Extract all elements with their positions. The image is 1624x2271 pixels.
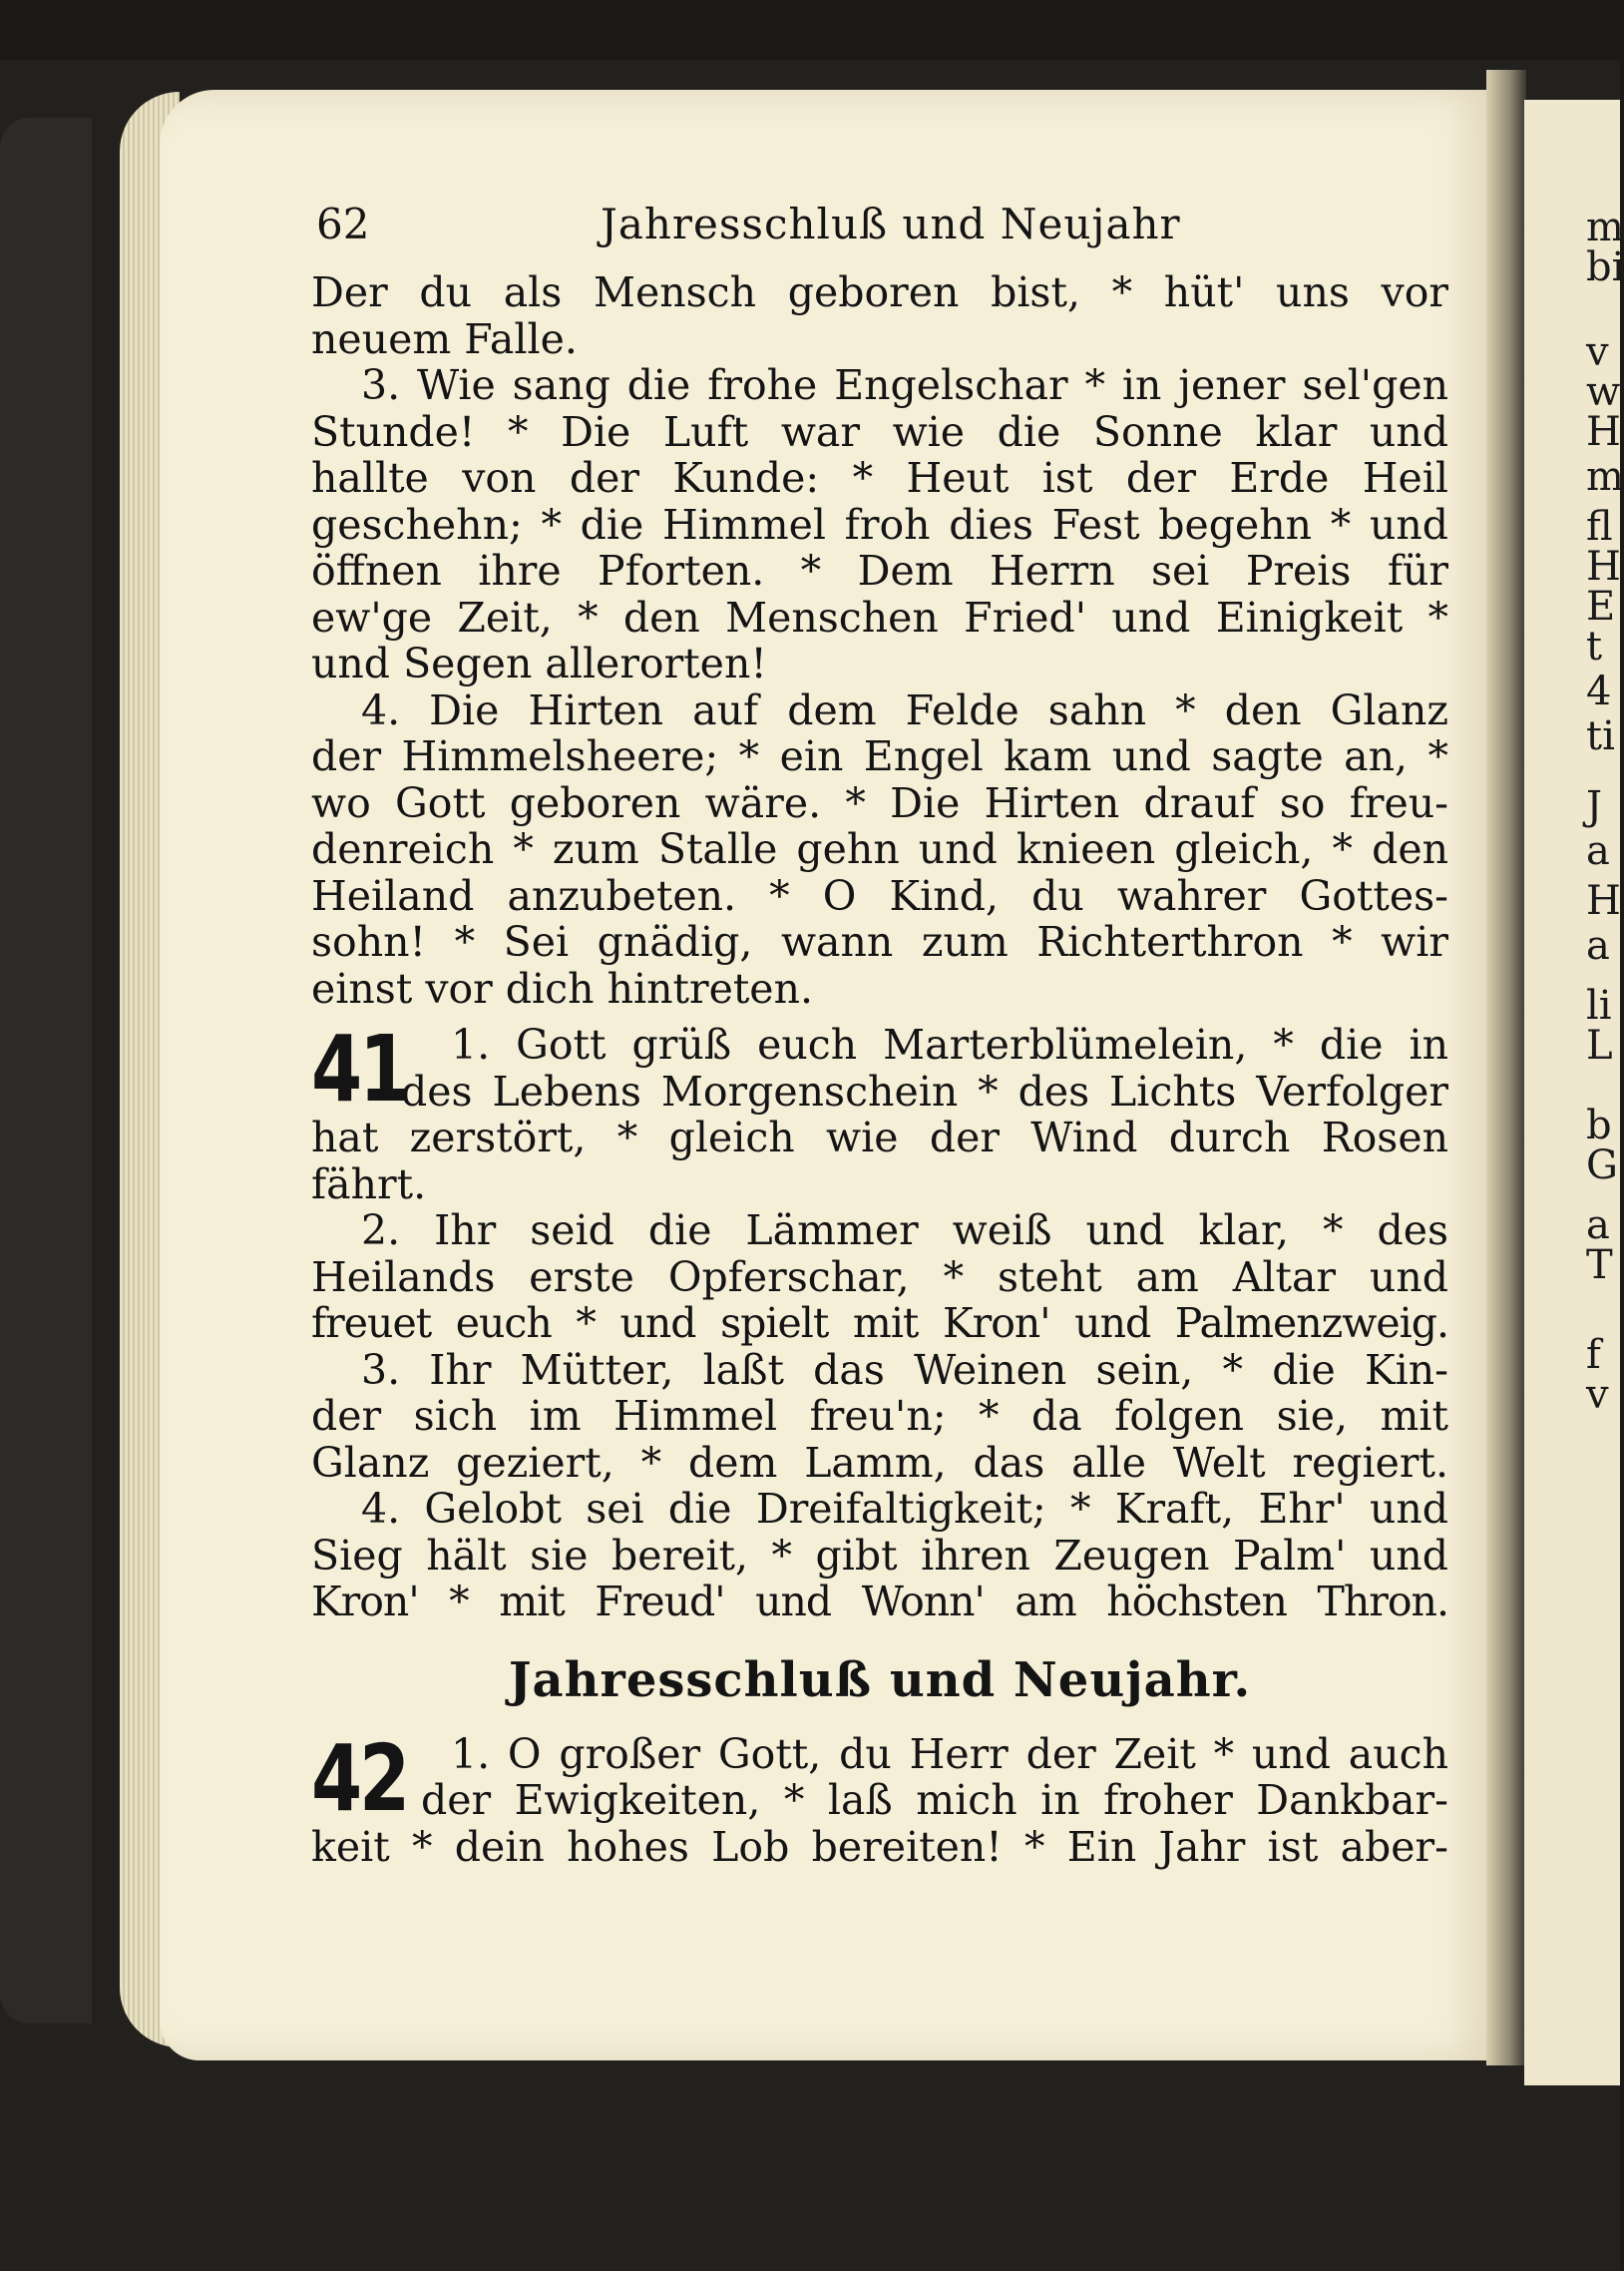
text-line: 1. Gott grüß euch Marterblümelein, * die in: [451, 1021, 1448, 1069]
facing-page-fragment: a: [1586, 1202, 1610, 1248]
facing-page-fragment: m: [1586, 205, 1624, 250]
facing-page-fragment: v: [1586, 1372, 1609, 1418]
facing-page-fragment: b: [1586, 1103, 1612, 1148]
facing-page-fragment: bi: [1586, 244, 1624, 290]
facing-page-fragment: a: [1586, 828, 1610, 874]
text-line: und Segen allerorten!: [311, 640, 767, 687]
text-line: 3. Ihr Mütter, laßt das Weinen sein, * die Kin-: [361, 1345, 1448, 1394]
facing-page-fragment: 4: [1586, 669, 1612, 714]
facing-page-fragment: G: [1586, 1142, 1618, 1188]
facing-page-fragment: H: [1586, 544, 1621, 590]
facing-page-fragment: T: [1586, 1242, 1613, 1288]
hymn-41: [311, 1016, 1448, 1625]
facing-page-fragment: t: [1586, 624, 1603, 670]
text-line: 1. O großer Gott, du Herr der Zeit * und auch: [451, 1729, 1448, 1778]
text-column: [311, 190, 1448, 1870]
cover-spine-edge: [0, 118, 92, 2024]
facing-page-fragment: a: [1586, 923, 1610, 969]
text-line: Kron' * mit Freud' und Wonn' am höchsten Thron.: [311, 1578, 1448, 1625]
running-title: Jahresschluß und Neujahr: [601, 200, 1181, 248]
facing-page-fragment: H: [1586, 878, 1621, 924]
text-line: 3. Wie sang die frohe Engelschar * in jener sel'gen: [361, 361, 1448, 409]
text-line: Heiland anzubeten. * O Kind, du wahrer Gottes-: [311, 871, 1448, 920]
facing-page-fragment: v: [1586, 329, 1609, 375]
facing-page-fragment: ti: [1586, 713, 1615, 759]
page-number: 62: [316, 200, 370, 248]
hymn-number: 41: [311, 1016, 408, 1123]
facing-page-fragment: H: [1586, 409, 1621, 455]
text-line: der Himmelsheere; * ein Engel kam und sagte an, *: [311, 732, 1448, 780]
facing-page-fragment: li: [1586, 983, 1612, 1029]
text-line: keit * dein hohes Lob bereiten! * Ein Jahr ist aber-: [311, 1822, 1448, 1871]
hymn-42: [311, 1724, 1448, 1871]
facing-page-fragment: f: [1586, 1332, 1601, 1378]
text-line: Sieg hält sie bereit, * gibt ihren Zeugen Palm' und: [311, 1531, 1448, 1580]
text-line: freuet euch * und spielt mit Kron' und Palmenzweig.: [311, 1299, 1448, 1347]
text-line: Heilands erste Opferschar, * steht am Altar und: [311, 1252, 1448, 1301]
text-line: Stunde! * Die Luft war wie die Sonne klar und: [311, 407, 1448, 456]
text-line: der sich im Himmel freu'n; * da folgen sie, mit: [311, 1392, 1448, 1440]
text-line: fährt.: [311, 1159, 427, 1208]
book-gutter: [1486, 70, 1526, 2065]
text-line: sohn! * Sei gnädig, wann zum Richterthron * wir: [311, 918, 1448, 966]
text-line: neuem Falle.: [311, 314, 578, 363]
text-line: geschehn; * die Himmel froh dies Fest begehn * und: [311, 500, 1448, 549]
text-line: ew'ge Zeit, * den Menschen Fried' und Einigkeit *: [311, 593, 1448, 642]
facing-page-fragment: fl: [1586, 504, 1613, 550]
text-line: Glanz geziert, * dem Lamm, das alle Welt regiert.: [311, 1438, 1448, 1487]
text-line: der Ewigkeiten, * laß mich in froher Dankbar-: [421, 1776, 1448, 1824]
text-line: 2. Ihr seid die Lämmer weiß und klar, * des: [361, 1206, 1448, 1254]
facing-page-fragment: m: [1586, 454, 1624, 500]
text-line: einst vor dich hintreten.: [311, 964, 814, 1013]
running-head: [311, 190, 1448, 269]
hymn-continuation: [311, 269, 1448, 1012]
text-line: 4. Die Hirten auf dem Felde sahn * den Glanz: [361, 685, 1448, 734]
text-line: des Lebens Morgenschein * des Lichts Verfolger: [401, 1067, 1448, 1116]
text-line: 4. Gelobt sei die Dreifaltigkeit; * Kraft, Ehr' und: [361, 1485, 1448, 1533]
facing-page-fragment: E: [1586, 584, 1616, 630]
facing-page-fragment: J: [1586, 783, 1603, 829]
facing-page-fragment: w: [1586, 369, 1621, 415]
section-title: Jahresschluß und Neujahr.: [508, 1651, 1252, 1708]
text-line: wo Gott geboren wäre. * Die Hirten drauf so freu-: [311, 778, 1448, 827]
text-line: denreich * zum Stalle gehn und knieen gleich, * den: [311, 825, 1448, 873]
text-line: hat zerstört, * gleich wie der Wind durch Rosen: [311, 1114, 1448, 1161]
hymn-number: 42: [311, 1724, 408, 1832]
text-line: Der du als Mensch geboren bist, * hüt' uns vor: [311, 268, 1448, 316]
text-line: hallte von der Kunde: * Heut ist der Erde Heil: [311, 454, 1448, 502]
text-line: öffnen ihre Pforten. * Dem Herrn sei Preis für: [311, 547, 1448, 595]
facing-page-fragment: L: [1586, 1023, 1613, 1069]
